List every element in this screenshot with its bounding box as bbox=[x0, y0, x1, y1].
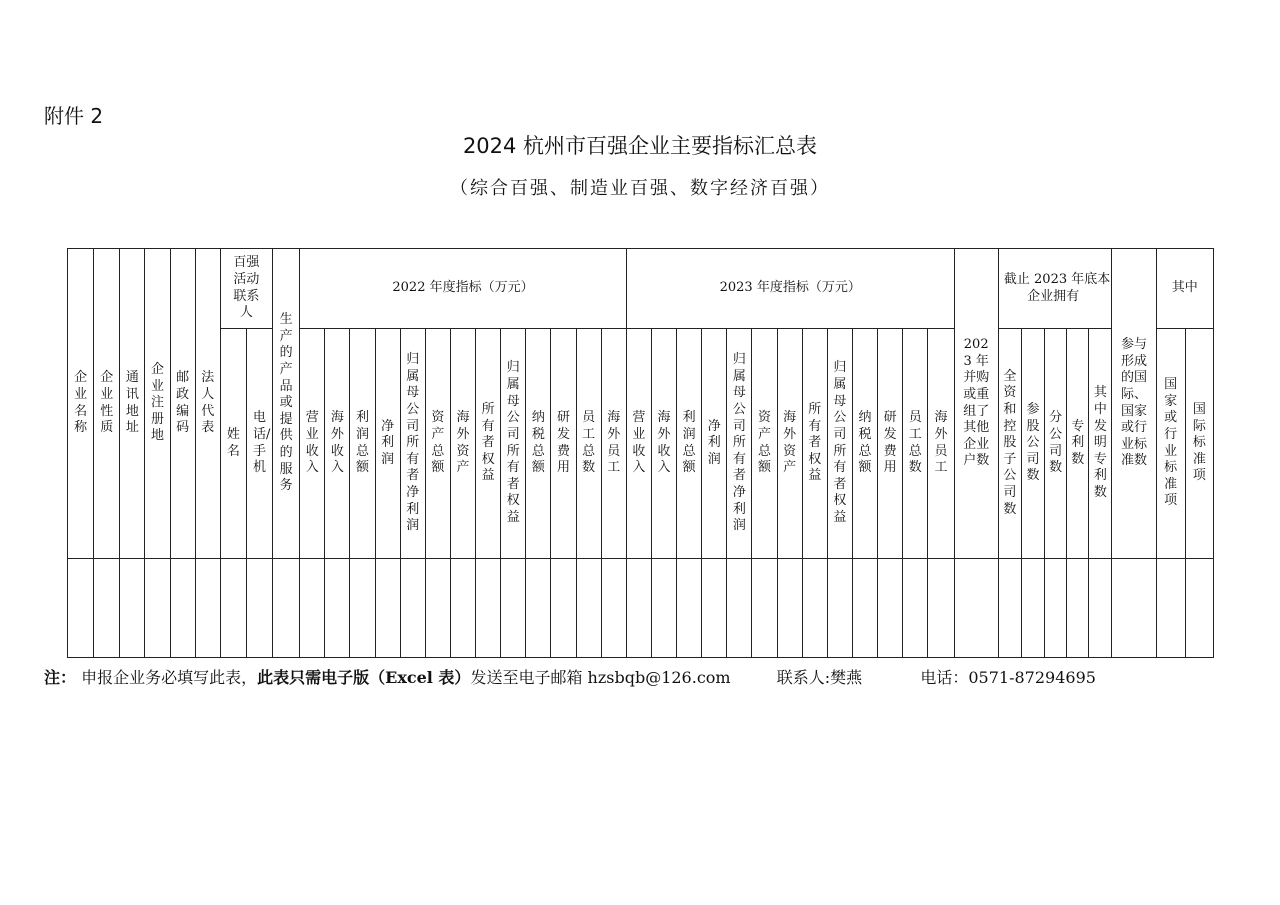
data-cell[interactable] bbox=[375, 559, 400, 658]
attachment-label: 附件 2 bbox=[44, 104, 104, 128]
data-cell[interactable] bbox=[450, 559, 475, 658]
data-cell[interactable] bbox=[300, 559, 325, 658]
data-cell[interactable] bbox=[425, 559, 450, 658]
data-cell[interactable] bbox=[601, 559, 626, 658]
data-cell[interactable] bbox=[1112, 559, 1156, 658]
data-cell[interactable] bbox=[350, 559, 375, 658]
data-cell[interactable] bbox=[400, 559, 425, 658]
header-2022-indicator: 资产总额 bbox=[425, 329, 450, 559]
data-cell[interactable] bbox=[94, 559, 120, 658]
data-cell[interactable] bbox=[626, 559, 651, 658]
header-address: 通讯地址 bbox=[120, 249, 145, 559]
header-company-nature: 企业性质 bbox=[94, 249, 120, 559]
header-owned-group: 截止 2023 年底本企业拥有 bbox=[998, 249, 1112, 329]
note-phone: 电话：0571-87294695 bbox=[920, 668, 1096, 687]
header-2023-indicator: 营业收入 bbox=[626, 329, 651, 559]
header-among-international: 国际标准项 bbox=[1185, 329, 1213, 559]
header-contact-name: 姓名 bbox=[220, 329, 246, 559]
header-2023-indicator: 资产总额 bbox=[752, 329, 777, 559]
header-group-2023: 2023 年度指标（万元） bbox=[626, 249, 954, 329]
header-among-national: 国家或行业标准项 bbox=[1156, 329, 1185, 559]
header-2023-indicator: 员工总数 bbox=[903, 329, 928, 559]
header-2022-indicator: 营业收入 bbox=[300, 329, 325, 559]
header-2022-indicator: 员工总数 bbox=[576, 329, 601, 559]
data-cell[interactable] bbox=[1156, 559, 1185, 658]
header-contact-group: 百强活动联系人 bbox=[220, 249, 272, 329]
header-owned-invention-patents: 其中发明专利数 bbox=[1089, 329, 1112, 559]
header-among-group: 其中 bbox=[1156, 249, 1213, 329]
data-cell[interactable] bbox=[702, 559, 727, 658]
header-2023-indicator: 海外员工 bbox=[928, 329, 954, 559]
header-legal-rep: 法人代表 bbox=[195, 249, 220, 559]
data-cell[interactable] bbox=[1089, 559, 1112, 658]
note-label: 注： bbox=[44, 668, 77, 687]
data-cell[interactable] bbox=[1045, 559, 1067, 658]
data-cell[interactable] bbox=[802, 559, 827, 658]
header-2023-indicator: 归属母公司所有者权益 bbox=[827, 329, 852, 559]
data-cell[interactable] bbox=[170, 559, 195, 658]
header-2023-indicator: 净利润 bbox=[702, 329, 727, 559]
header-2022-indicator: 纳税总额 bbox=[526, 329, 551, 559]
header-mergers: 2023 年并购或重组了其他企业户数 bbox=[954, 249, 998, 559]
data-cell[interactable] bbox=[526, 559, 551, 658]
header-2022-indicator: 研发费用 bbox=[551, 329, 576, 559]
data-cell[interactable] bbox=[928, 559, 954, 658]
header-registered-place: 企业注册地 bbox=[145, 249, 170, 559]
header-2022-indicator: 利润总额 bbox=[350, 329, 375, 559]
data-cell[interactable] bbox=[878, 559, 903, 658]
data-cell[interactable] bbox=[325, 559, 350, 658]
data-cell[interactable] bbox=[651, 559, 676, 658]
header-products: 生产的产品或提供的服务 bbox=[273, 249, 300, 559]
data-cell[interactable] bbox=[1021, 559, 1044, 658]
data-cell[interactable] bbox=[145, 559, 170, 658]
table-row bbox=[68, 559, 1214, 658]
data-cell[interactable] bbox=[246, 559, 272, 658]
note-email-text: 发送至电子邮箱 hzsbqb@126.com bbox=[470, 668, 731, 687]
data-cell[interactable] bbox=[677, 559, 702, 658]
header-2023-indicator: 利润总额 bbox=[677, 329, 702, 559]
data-cell[interactable] bbox=[777, 559, 802, 658]
data-cell[interactable] bbox=[273, 559, 300, 658]
header-2022-indicator: 海外资产 bbox=[450, 329, 475, 559]
header-contact-phone: 电话/手机 bbox=[246, 329, 272, 559]
data-cell[interactable] bbox=[120, 559, 145, 658]
summary-table bbox=[67, 248, 1214, 658]
data-cell[interactable] bbox=[68, 559, 94, 658]
header-owned-branches: 分公司数 bbox=[1045, 329, 1067, 559]
header-2023-indicator: 海外收入 bbox=[651, 329, 676, 559]
header-standards-participation: 参与形成的国际、国家或行业标准数 bbox=[1112, 249, 1156, 559]
header-2022-indicator: 归属母公司所有者净利润 bbox=[400, 329, 425, 559]
data-cell[interactable] bbox=[827, 559, 852, 658]
header-2022-indicator: 所有者权益 bbox=[476, 329, 501, 559]
data-cell[interactable] bbox=[852, 559, 877, 658]
data-cell[interactable] bbox=[752, 559, 777, 658]
header-company-name: 企业名称 bbox=[68, 249, 94, 559]
page-subtitle: （综合百强、制造业百强、数字经济百强） bbox=[450, 178, 830, 199]
header-owned-subsidiaries: 全资和控股子公司数 bbox=[998, 329, 1021, 559]
data-cell[interactable] bbox=[576, 559, 601, 658]
data-cell[interactable] bbox=[1067, 559, 1089, 658]
header-2022-indicator: 海外收入 bbox=[325, 329, 350, 559]
note-bold-text: 此表只需电子版（Excel 表） bbox=[257, 668, 471, 687]
header-2022-indicator: 归属母公司所有者权益 bbox=[501, 329, 526, 559]
header-2023-indicator: 海外资产 bbox=[777, 329, 802, 559]
header-2023-indicator: 所有者权益 bbox=[802, 329, 827, 559]
data-cell[interactable] bbox=[501, 559, 526, 658]
data-cell[interactable] bbox=[954, 559, 998, 658]
data-cell[interactable] bbox=[998, 559, 1021, 658]
header-2023-indicator: 研发费用 bbox=[878, 329, 903, 559]
data-cell[interactable] bbox=[195, 559, 220, 658]
data-cell[interactable] bbox=[220, 559, 246, 658]
header-2022-indicator: 净利润 bbox=[375, 329, 400, 559]
header-postal-code: 邮政编码 bbox=[170, 249, 195, 559]
data-cell[interactable] bbox=[1185, 559, 1213, 658]
data-cell[interactable] bbox=[727, 559, 752, 658]
note-contact: 联系人:樊燕 bbox=[776, 668, 863, 687]
header-owned-patents: 专利数 bbox=[1067, 329, 1089, 559]
data-cell[interactable] bbox=[903, 559, 928, 658]
header-group-2022: 2022 年度指标（万元） bbox=[300, 249, 627, 329]
page-title: 2024 杭州市百强企业主要指标汇总表 bbox=[462, 134, 818, 158]
data-cell[interactable] bbox=[551, 559, 576, 658]
header-2022-indicator: 海外员工 bbox=[601, 329, 626, 559]
data-cell[interactable] bbox=[476, 559, 501, 658]
note-text: 申报企业务必填写此表， bbox=[81, 668, 258, 687]
footnote bbox=[44, 665, 1244, 688]
header-owned-shareholding: 参股公司数 bbox=[1021, 329, 1044, 559]
header-2023-indicator: 纳税总额 bbox=[852, 329, 877, 559]
header-2023-indicator: 归属母公司所有者净利润 bbox=[727, 329, 752, 559]
